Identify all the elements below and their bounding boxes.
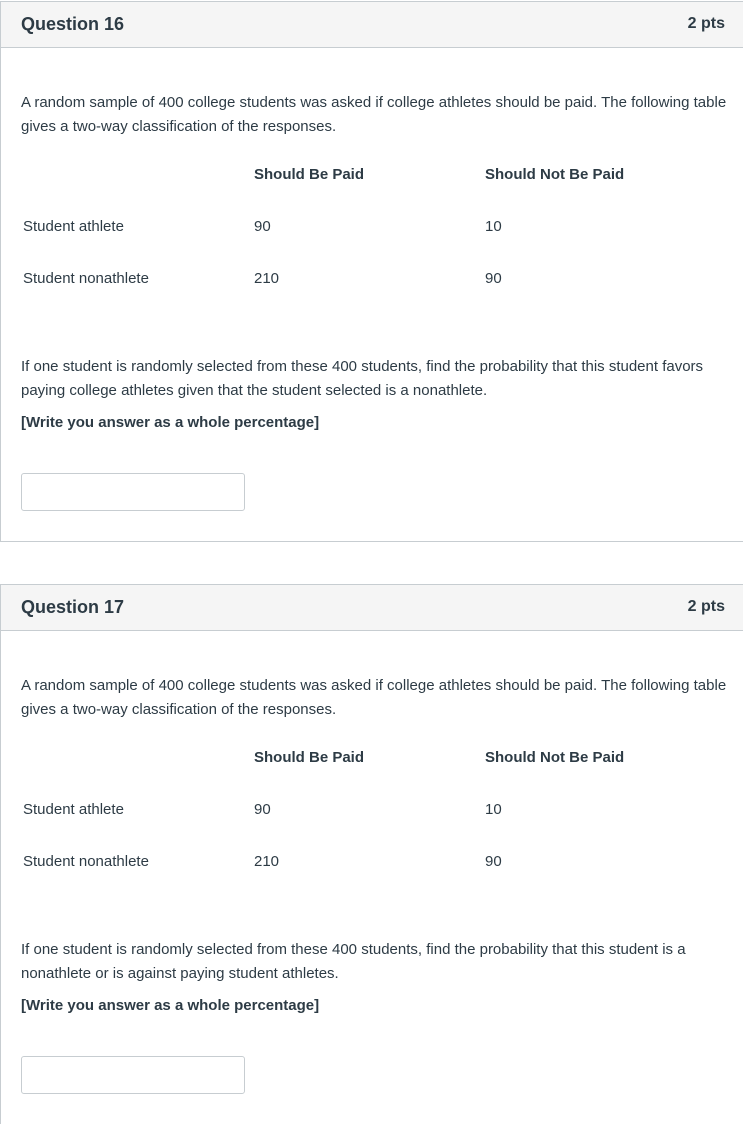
table-cell: 210: [254, 270, 280, 287]
answer-instruction: [Write you answer as a whole percentage]: [21, 997, 320, 1014]
question-header: [1, 585, 743, 631]
question-intro: A random sample of 400 college students was asked if college athletes should be paid. The following table gives a two-way classification of the responses.: [21, 94, 727, 135]
table-cell: 90: [485, 853, 502, 870]
table-row-label: Student athlete: [23, 801, 124, 818]
table-cell: 210: [254, 853, 280, 870]
question-title: Question 16: [21, 14, 125, 34]
question-title: Question 17: [21, 597, 125, 617]
table-header-should-be-paid: Should Be Paid: [254, 166, 365, 183]
answer-instruction: [Write you answer as a whole percentage]: [21, 414, 320, 431]
question-header: [1, 2, 743, 48]
table-row-label: Student athlete: [23, 218, 124, 235]
question-text: If one student is randomly selected from these 400 students, find the probability that this student favors paying college athletes given that the student selected is a nonathlete.: [21, 358, 704, 399]
question-intro: A random sample of 400 college students was asked if college athletes should be paid. The following table gives a two-way classification of the responses.: [21, 677, 727, 718]
question-points: 2 pts: [687, 598, 725, 615]
question-points: 2 pts: [687, 15, 725, 32]
table-row-label: Student nonathlete: [23, 853, 149, 870]
question-16-card: [0, 1, 743, 542]
table-cell: 90: [254, 801, 271, 818]
answer-input[interactable]: [21, 1056, 245, 1094]
answer-input[interactable]: [21, 473, 245, 511]
table-header-should-not-be-paid: Should Not Be Paid: [485, 166, 625, 183]
table-row-label: Student nonathlete: [23, 270, 149, 287]
question-text: If one student is randomly selected from these 400 students, find the probability that this student is a nonathlete or is against paying student athletes.: [21, 941, 686, 982]
table-header-should-not-be-paid: Should Not Be Paid: [485, 749, 625, 766]
question-17-card: [0, 584, 743, 1124]
table-cell: 10: [485, 801, 502, 818]
table-cell: 90: [254, 218, 271, 235]
table-cell: 90: [485, 270, 502, 287]
table-cell: 10: [485, 218, 502, 235]
table-header-should-be-paid: Should Be Paid: [254, 749, 365, 766]
